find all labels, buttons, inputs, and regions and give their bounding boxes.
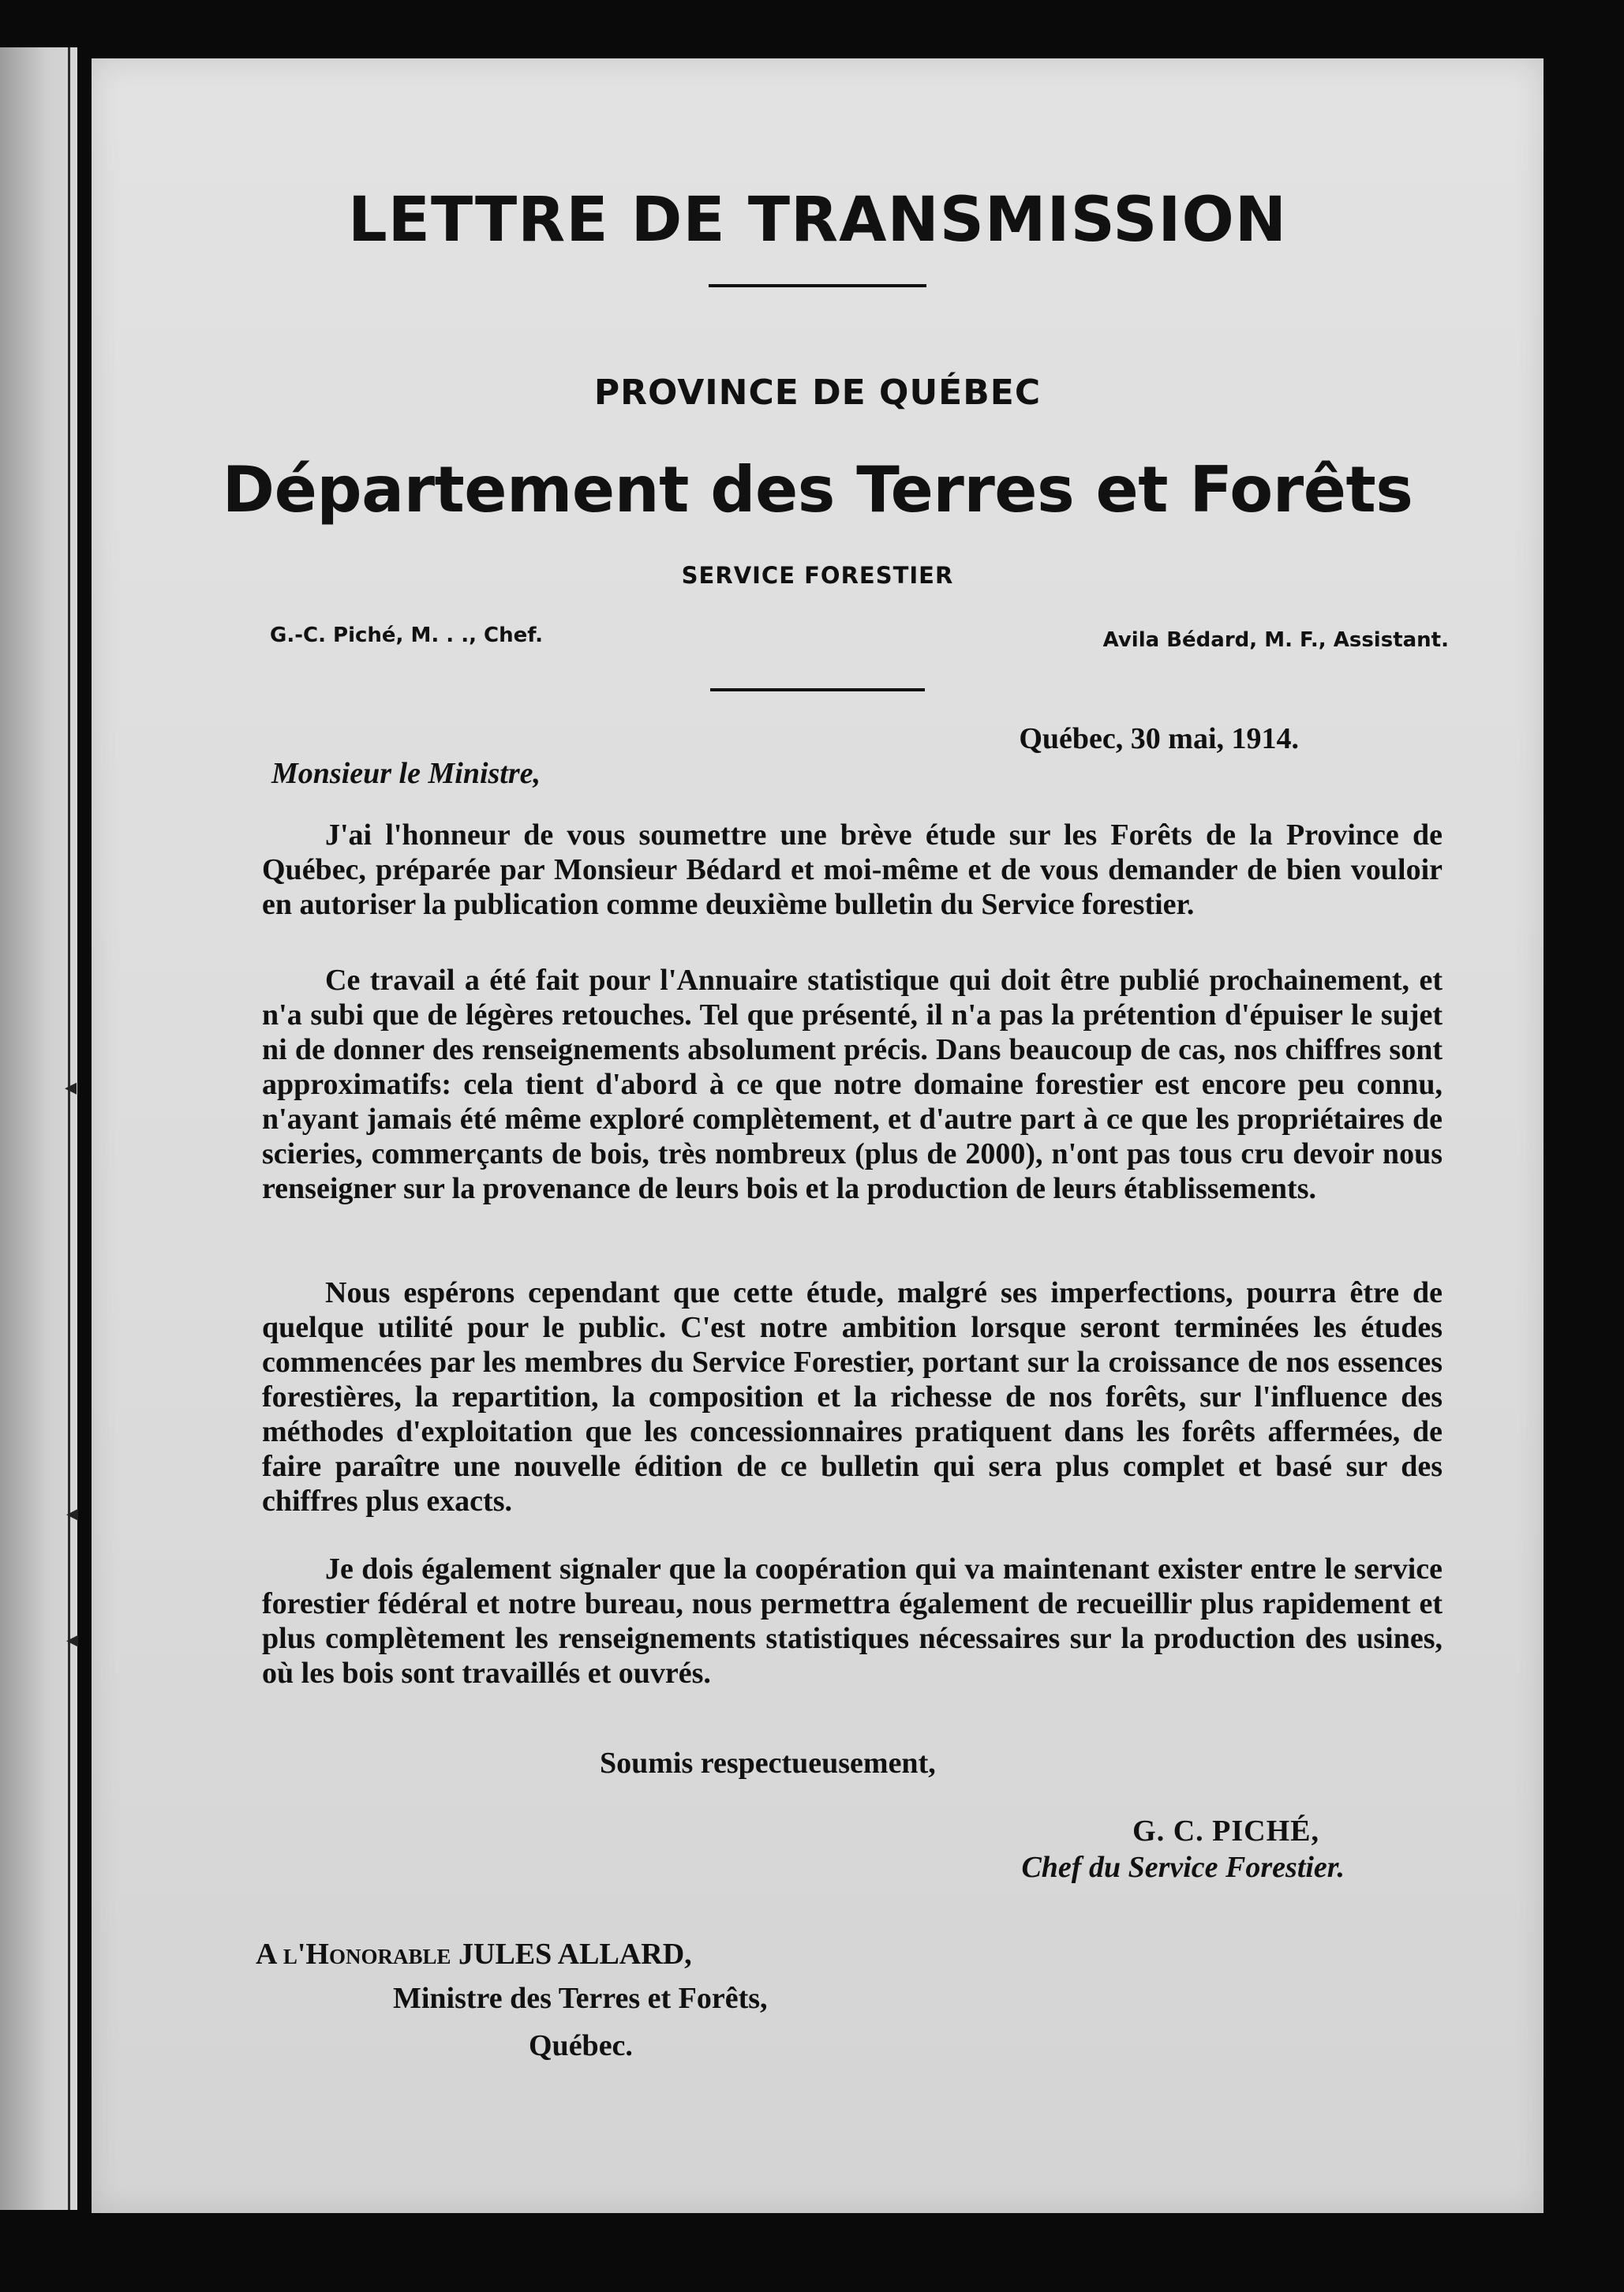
service-heading: SERVICE FORESTIER [681, 562, 954, 589]
letter-date: Québec, 30 mai, 1914. [1019, 722, 1299, 755]
binding-mark: ◂ [66, 1626, 79, 1653]
assistant-credit: Avila Bédard, M. F., Assistant. [1102, 628, 1449, 652]
facing-page-edge [0, 47, 77, 2210]
chief-credit: G.-C. Piché, M. . ., Chef. [270, 624, 543, 647]
closing: Soumis respectueusement, [600, 1747, 936, 1780]
signer-name: G. C. PICHÉ, [1132, 1814, 1319, 1848]
title-divider [709, 284, 926, 287]
addressee-city: Québec. [529, 2029, 633, 2062]
addressee-line [256, 1937, 692, 1972]
department-heading: Département des Terres et Forêts [222, 453, 1413, 526]
header-divider [710, 688, 925, 691]
signer-title: Chef du Service Forestier. [1021, 1851, 1345, 1884]
letter-title: LETTRE DE TRANSMISSION [347, 185, 1288, 256]
binding-mark: ◂ [66, 1500, 79, 1527]
letter-page [92, 58, 1544, 2213]
body-paragraph: Ce travail a été fait pour l'Annuaire statistique qui doit être publié prochainement, et n'a subi que de légères retouches. Tel que présenté, il n'a pas la prétention d'épuiser le sujet ni de donner des renseignements absolument précis. Dans beaucoup de cas, nos chiffres sont approximatifs: cela tient d'abord à ce que notre domaine forestier est encore peu connu, n'ayant jamais été même exploré complètement, et d'autre part à ce que les propriétaires de scieries, commerçants de bois, très nombreux (plus de 2000), n'ont pas tous cru devoir nous renseigner sur la provenance de leurs bois et la production de leurs établissements. [262, 964, 1443, 1205]
province-heading: PROVINCE DE QUÉBEC [593, 373, 1042, 413]
addressee-title: Ministre des Terres et Forêts, [393, 1982, 768, 2015]
binding-mark: ◂ [65, 1073, 77, 1101]
addressee-prefix: A l'Honorable [256, 1938, 451, 1971]
body-paragraph: Nous espérons cependant que cette étude, malgré ses imperfections, pourra être de quelque utilité pour le public. C'est notre ambition lorsque seront terminées les études commencées par les membres du Service Forestier, portant sur la croissance de nos essences forestières, la repartition, la composition et la richesse de nos forêts, sur l'influence des méthodes d'exploitation que les concessionnaires pratiquent dans les forêts affermées, de faire paraître une nouvelle édition de ce bulletin qui sera plus complet et basé sur des chiffres plus exacts. [262, 1276, 1443, 1518]
body-paragraph: J'ai l'honneur de vous soumettre une brève étude sur les Forêts de la Province de Québec, préparée par Monsieur Bédard et moi-même et de vous demander de bien vouloir en autoriser la publication comme deuxième bulletin du Service forestier. [262, 818, 1443, 921]
page-binding-rule [68, 47, 70, 2210]
addressee-name: JULES ALLARD, [458, 1938, 692, 1971]
salutation: Monsieur le Ministre, [271, 757, 541, 790]
body-paragraph: Je dois également signaler que la coopération qui va maintenant exister entre le service forestier fédéral et notre bureau, nous permettra également de recueillir plus rapidement et plus complètement les renseignements statistiques nécessaires sur la production des usines, où les bois sont travaillés et ouvrés. [262, 1552, 1443, 1690]
